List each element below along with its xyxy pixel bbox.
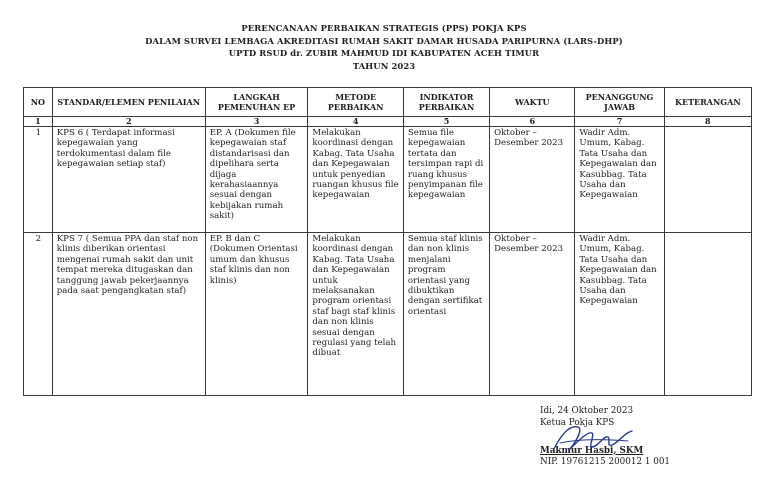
col-header-waktu: WAKTU: [490, 88, 575, 117]
col-number: 2: [52, 117, 205, 127]
col-header-metode: METODE PERBAIKAN: [308, 88, 403, 117]
row-keterangan: [664, 127, 751, 233]
row-metode: Melakukan koordinasi dengan Kabag. Tata Usaha dan Kepegawaian untuk penyedian ruangan khusus file kepegawaian: [308, 127, 403, 233]
header-row: [24, 88, 752, 117]
signer-title: Ketua Pokja KPS: [540, 417, 615, 428]
row-no: 1: [24, 127, 53, 233]
col-header-langkah: LANGKAH PEMENUHAN EP: [205, 88, 308, 117]
row-keterangan: [664, 233, 751, 396]
header-year: TAHUN 2023: [352, 60, 416, 71]
header-institution: UPTD RSUD dr. ZUBIR MAHMUD IDI KABUPATEN ACEH TIMUR: [228, 48, 540, 59]
header-survey: DALAM SURVEI LEMBAGA AKREDITASI RUMAH SAKIT DAMAR HUSADA PARIPURNA (LARS-DHP): [145, 35, 623, 46]
plan-table: [23, 87, 752, 396]
handwritten-signature: [548, 421, 643, 455]
row-langkah: EP. A (Dokumen file kepegawaian staf distandarisasi dan dipelihara serta dijaga kerahasiaannya sesuai dengan kebijakan rumah sakit): [205, 127, 308, 233]
row-indikator: Semua file kepegawaian tertata dan tersimpan rapi di ruang khusus penyimpanan file kepegawaian: [403, 127, 489, 233]
col-header-standar: STANDAR/ELEMEN PENILAIAN: [52, 88, 205, 117]
row-langkah: EP. B dan C (Dokumen Orientasi umum dan khusus staf klinis dan non klinis): [205, 233, 308, 396]
col-number: 1: [24, 117, 53, 127]
col-number: 3: [205, 117, 308, 127]
row-metode: Melakukan koordinasi dengan Kabag. Tata Usaha dan Kepegawaian untuk melaksanakan program orientasi staf bagi staf klinis dan non klinis sesuai dengan regulasi yang telah dibuat: [308, 233, 403, 396]
header-title: PERENCANAAN PERBAIKAN STRATEGIS (PPS) POKJA KPS: [241, 23, 527, 33]
row-penanggung-jawab: Wadir Adm. Umum, Kabag. Tata Usaha dan Kepegawaian dan Kasubbag. Tata Usaha dan Kepegawaian: [575, 233, 664, 396]
col-header-indikator: INDIKATOR PERBAIKAN: [403, 88, 489, 117]
col-number: 8: [664, 117, 751, 127]
col-number: 4: [308, 117, 403, 127]
table-row: [24, 233, 752, 396]
row-standar: KPS 6 ( Terdapat informasi kepegawaian yang terdokumentasi dalam file kepegawaian setiap staf): [52, 127, 205, 233]
signer-name: Makmur Hasbi, SKM: [540, 445, 644, 456]
col-number: 5: [403, 117, 489, 127]
table-row: [24, 127, 752, 233]
document-header: [0, 22, 768, 72]
col-header-no: NO: [24, 88, 53, 117]
column-number-row: [24, 117, 752, 127]
signer-nip: NIP. 19761215 200012 1 001: [540, 457, 671, 468]
row-penanggung-jawab: Wadir Adm. Umum, Kabag. Tata Usaha dan Kepegawaian dan Kasubbag. Tata Usaha dan Kepegawaian: [575, 127, 664, 233]
col-number: 7: [575, 117, 664, 127]
row-indikator: Semua staf klinis dan non klinis menjalani program orientasi yang dibuktikan dengan sertifikat orientasi: [403, 233, 489, 396]
col-header-penanggung-jawab: PENANGGUNG JAWAB: [575, 88, 664, 117]
col-number: 6: [490, 117, 575, 127]
place-date: Idi, 24 Oktober 2023: [540, 406, 634, 416]
col-header-keterangan: KETERANGAN: [664, 88, 751, 117]
row-no: 2: [24, 233, 53, 396]
row-waktu: Oktober – Desember 2023: [490, 233, 575, 396]
row-waktu: Oktober – Desember 2023: [490, 127, 575, 233]
row-standar: KPS 7 ( Semua PPA dan staf non klinis diberikan orientasi mengenai rumah sakit dan unit tempat mereka ditugaskan dan tanggung jawab pekerjaannya pada saat pengangkatan staf): [52, 233, 205, 396]
